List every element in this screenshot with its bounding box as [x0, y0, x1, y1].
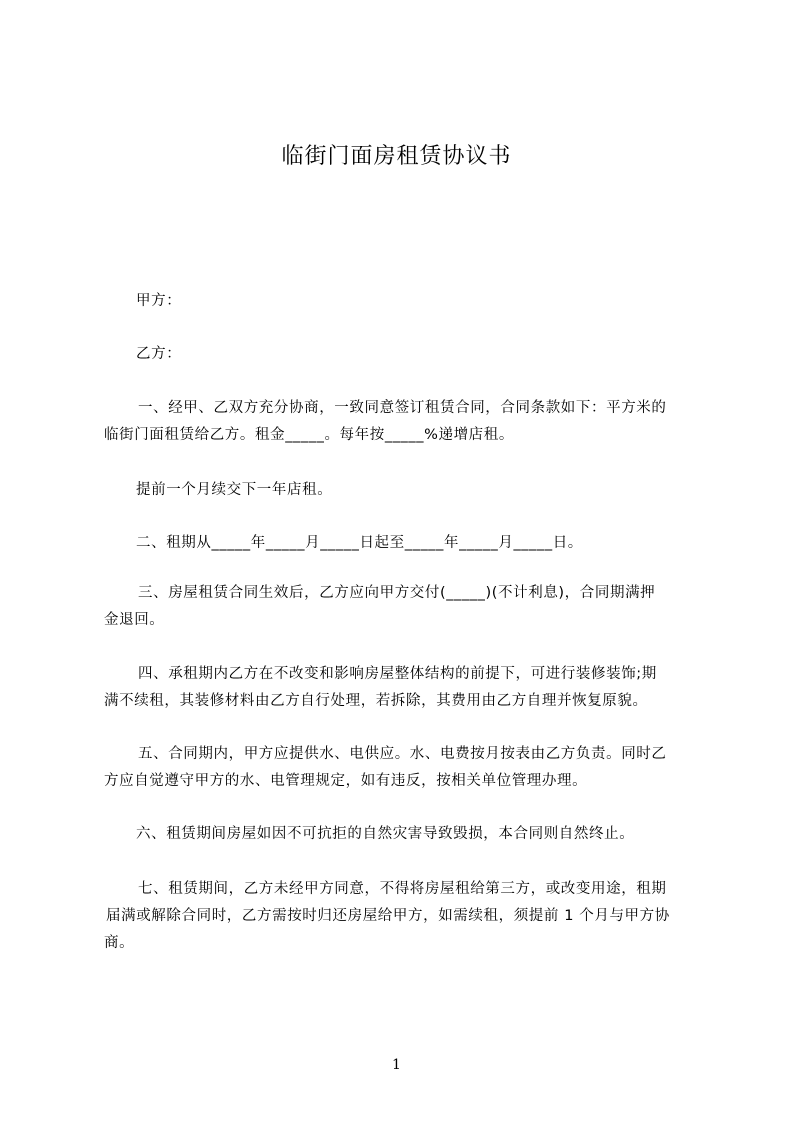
clause-5-line-2: 方应自觉遵守甲方的水、电管理规定，如有违反，按相关单位管理办理。 [104, 773, 588, 789]
page-number: 1 [392, 1057, 401, 1073]
clause-3-line-2: 金退回。 [104, 612, 165, 628]
clause-7 [104, 876, 704, 957]
clause-1-line-2: 临街门面租赁给乙方。租金_____。每年按_____%递增店租。 [104, 427, 514, 443]
clause-6: 六、租赁期间房屋如因不可抗拒的自然灾害导致毁损，本合同则自然终止。 [136, 826, 635, 842]
party-b-line: 乙方： [136, 346, 182, 362]
party-a-line: 甲方： [136, 293, 182, 309]
clause-7-line-3: 商。 [104, 935, 135, 951]
clause-4-line-1: 四、承租期内乙方在不改变和影响房屋整体结构的前提下，可进行装修装饰;期 [138, 666, 657, 682]
clause-4-line-2: 满不续租，其装修材料由乙方自行处理，若拆除，其费用由乙方自理并恢复原貌。 [104, 693, 648, 709]
document-title: 临街门面房租赁协议书 [281, 144, 512, 169]
clause-3-line-1: 三、房屋租赁合同生效后，乙方应向甲方交付(_____)(不计利息)，合同期满押 [138, 585, 656, 601]
clause-3 [104, 580, 704, 634]
clause-7-line-1: 七、租赁期间，乙方未经甲方同意，不得将房屋租给第三方，或改变用途，租期 [138, 881, 667, 897]
clause-4 [104, 661, 704, 715]
clause-5 [104, 741, 704, 795]
renewal-note: 提前一个月续交下一年店租。 [136, 482, 333, 498]
clause-5-line-1: 五、合同期内，甲方应提供水、电供应。水、电费按月按表由乙方负责。同时乙 [138, 746, 667, 762]
clause-7-line-2: 届满或解除合同时，乙方需按时归还房屋给甲方，如需续租，须提前 1 个月与甲方协 [106, 908, 670, 924]
clause-1-line-1: 一、经甲、乙双方充分协商，一致同意签订租赁合同，合同条款如下：平方米的 [138, 400, 667, 416]
clause-2: 二、租期从_____年_____月_____日起至_____年_____月_____日。 [136, 535, 583, 551]
clause-1 [104, 395, 704, 449]
